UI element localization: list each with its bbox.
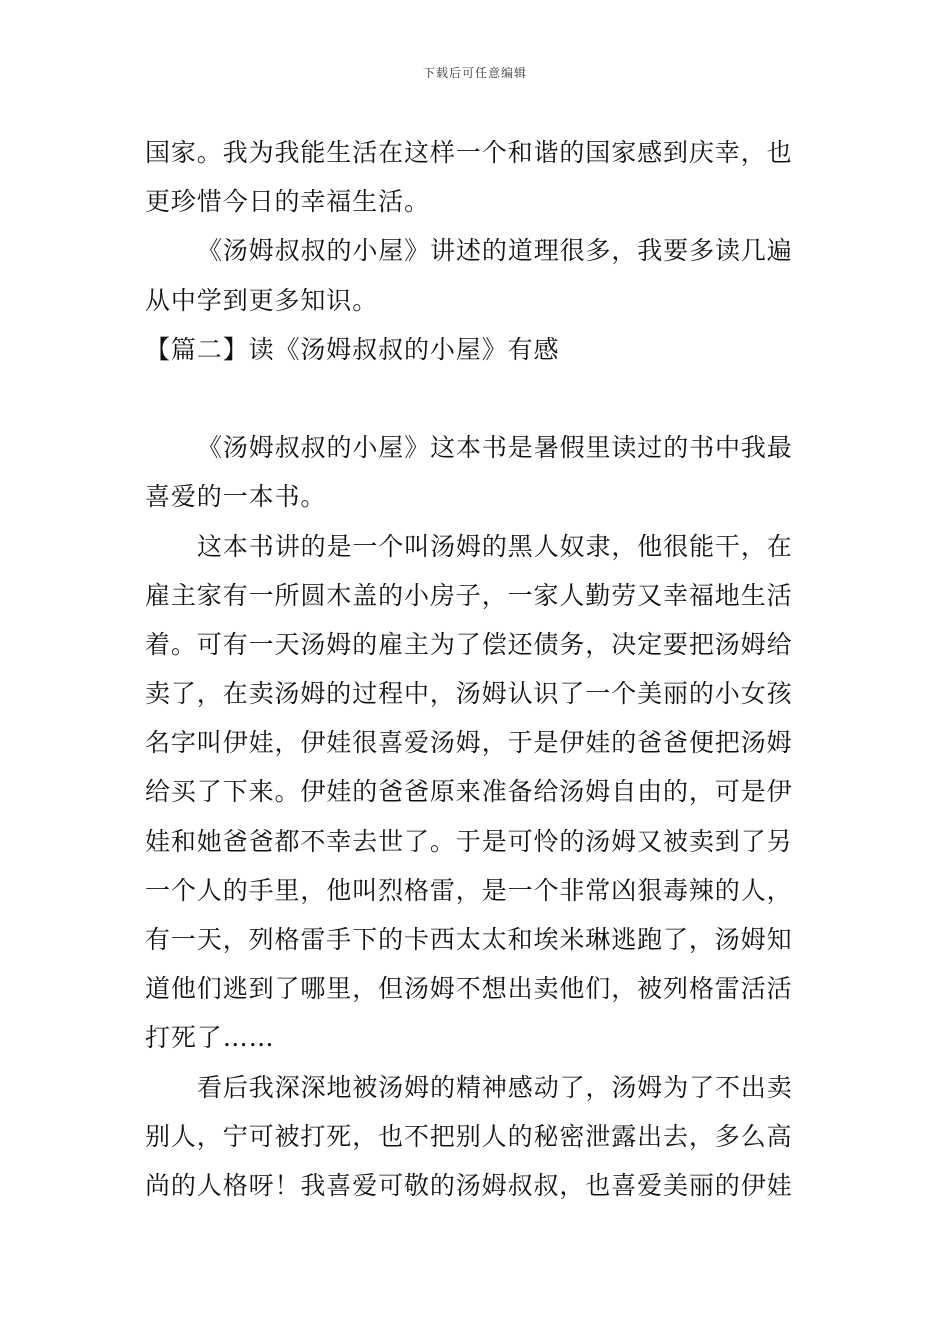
blank-line (145, 374, 807, 423)
text-line: 尚的人格呀！我喜爱可敬的汤姆叔叔，也喜爱美丽的伊娃 (145, 1170, 793, 1200)
text-line: 看后我深深地被汤姆的精神感动了，汤姆为了不出卖 (197, 1072, 793, 1102)
section-heading: 【篇二】读《汤姆叔叔的小屋》有感 (145, 334, 560, 364)
text-line: 娃和她爸爸都不幸去世了。于是可怜的汤姆又被卖到了另 (145, 826, 793, 856)
text-line: 从中学到更多知识。 (145, 285, 379, 315)
text-line: 更珍惜今日的幸福生活。 (145, 187, 430, 217)
document-body (145, 128, 807, 1210)
text-line: 着。可有一天汤姆的雇主为了偿还债务，决定要把汤姆给 (145, 629, 793, 659)
text-line: 打死了…… (145, 1023, 275, 1053)
text-line: 给买了下来。伊娃的爸爸原来准备给汤姆自由的，可是伊 (145, 777, 793, 807)
text-line: 国家。我为我能生活在这样一个和谐的国家感到庆幸，也 (145, 138, 793, 167)
text-line: 名字叫伊娃，伊娃很喜爱汤姆，于是伊娃的爸爸便把汤姆 (145, 728, 793, 758)
page-header: 下载后可任意编辑 (422, 66, 527, 80)
text-line: 《汤姆叔叔的小屋》讲述的道理很多，我要多读几遍 (197, 236, 793, 266)
text-line: 卖了，在卖汤姆的过程中，汤姆认识了一个美丽的小女孩 (145, 679, 793, 709)
text-line: 有一天，列格雷手下的卡西太太和埃米琳逃跑了，汤姆知 (145, 925, 793, 954)
text-line: 喜爱的一本书。 (145, 482, 327, 512)
text-line: 别人，宁可被打死，也不把别人的秘密泄露出去，多么高 (145, 1121, 793, 1151)
text-line: 《汤姆叔叔的小屋》这本书是暑假里读过的书中我最 (197, 433, 793, 463)
text-line: 一个人的手里，他叫烈格雷，是一个非常凶狠毒辣的人， (145, 875, 793, 905)
text-line: 雇主家有一所圆木盖的小房子，一家人勤劳又幸福地生活 (145, 580, 793, 610)
text-line: 这本书讲的是一个叫汤姆的黑人奴隶，他很能干，在 (197, 531, 793, 561)
text-line: 道他们逃到了哪里，但汤姆不想出卖他们，被列格雷活活 (145, 974, 793, 1004)
